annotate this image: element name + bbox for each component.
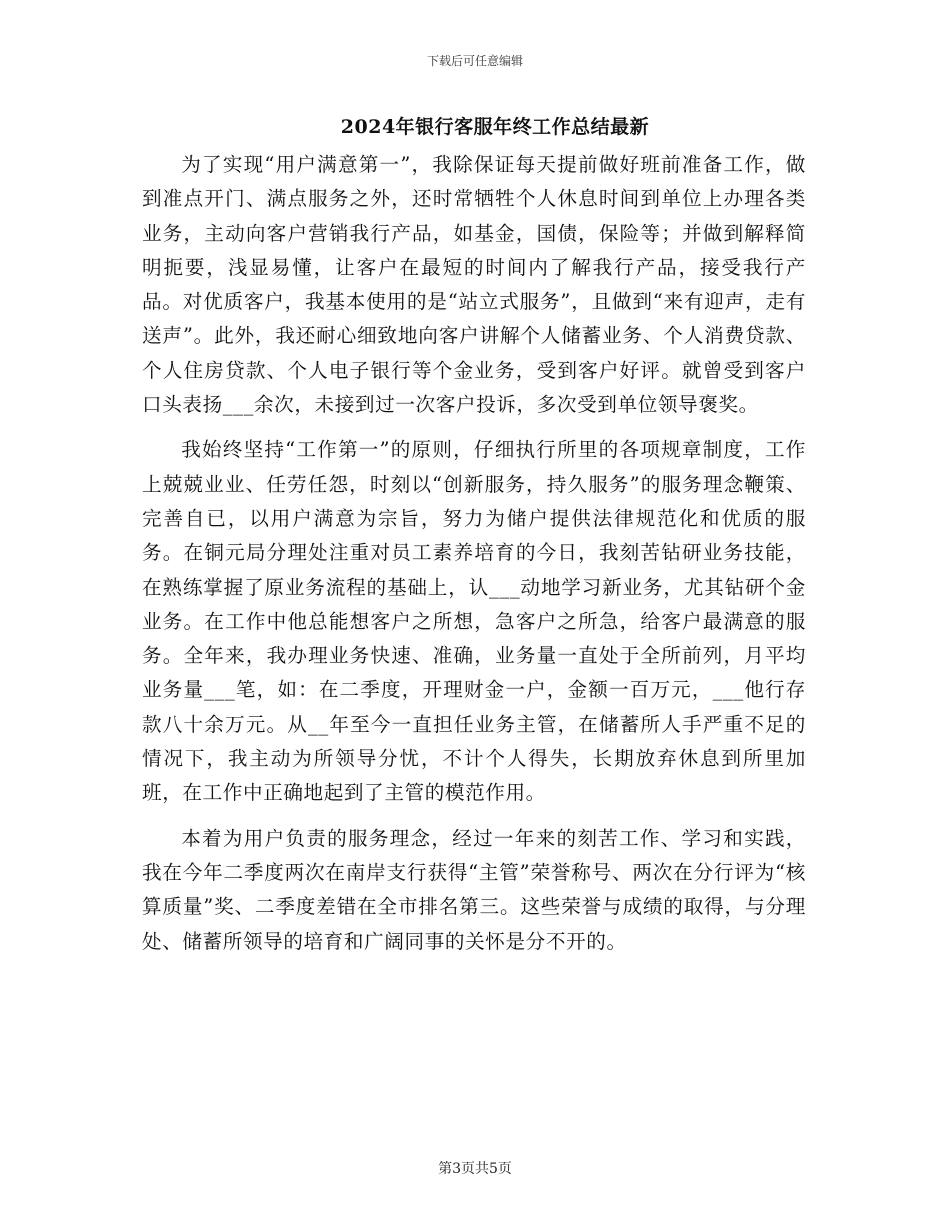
body-paragraph: 我始终坚持“工作第一”的原则，仔细执行所里的各项规章制度，工作上兢兢业业、任劳任怨，时刻以“创新服务，持久服务”的服务理念鞭策、完善自已，以用户满意为宗旨，努力为储户提供法律规范化和优质的服务。在铜元局分理处注重对员工素养培育的今日，我刻苦钻研业务技能，在熟练掌握了原业务流程的基础上，认___动地学习新业务，尤其钻研个金业务。在工作中他总能想客户之所想，急客户之所急，给客户最满意的服务。全年来，我办理业务快速、准确，业务量一直处于全所前列，月平均业务量___笔，如：在二季度，开理财金一户，金额一百万元，___他行存款八十余万元。从__年至今一直担任业务主管，在储蓄所人手严重不足的情况下，我主动为所领导分忧，不计个人得失，长期放弃休息到所里加班，在工作中正确地起到了主管的模范作用。	[142, 438, 806, 805]
document-body	[142, 148, 806, 959]
page-header-note: 下载后可任意编辑	[426, 54, 523, 68]
body-paragraph: 本着为用户负责的服务理念，经过一年来的刻苦工作、学习和实践，我在今年二季度两次在南岸支行获得“主管”荣誉称号、两次在分行评为“核算质量”奖、二季度差错在全市排名第三。这些荣誉与成绩的取得，与分理处、储蓄所领导的培育和广阔同事的关怀是分不开的。	[142, 826, 806, 953]
page-number-footer: 第3页共5页	[438, 1161, 512, 1177]
document-title: 2024年银行客服年终工作总结最新	[340, 116, 650, 138]
body-paragraph: 为了实现“用户满意第一”，我除保证每天提前做好班前准备工作，做到准点开门、满点服务之外，还时常牺牲个人休息时间到单位上办理各类业务，主动向客户营销我行产品，如基金，国债，保险等；并做到解释简明扼要，浅显易懂，让客户在最短的时间内了解我行产品，接受我行产品。对优质客户，我基本使用的是“站立式服务”，且做到“来有迎声，走有送声”。此外，我还耐心细致地向客户讲解个人储蓄业务、个人消费贷款、个人住房贷款、个人电子银行等个金业务，受到客户好评。就曾受到客户口头表扬___余次，未接到过一次客户投诉，多次受到单位领导褒奖。	[142, 153, 806, 417]
